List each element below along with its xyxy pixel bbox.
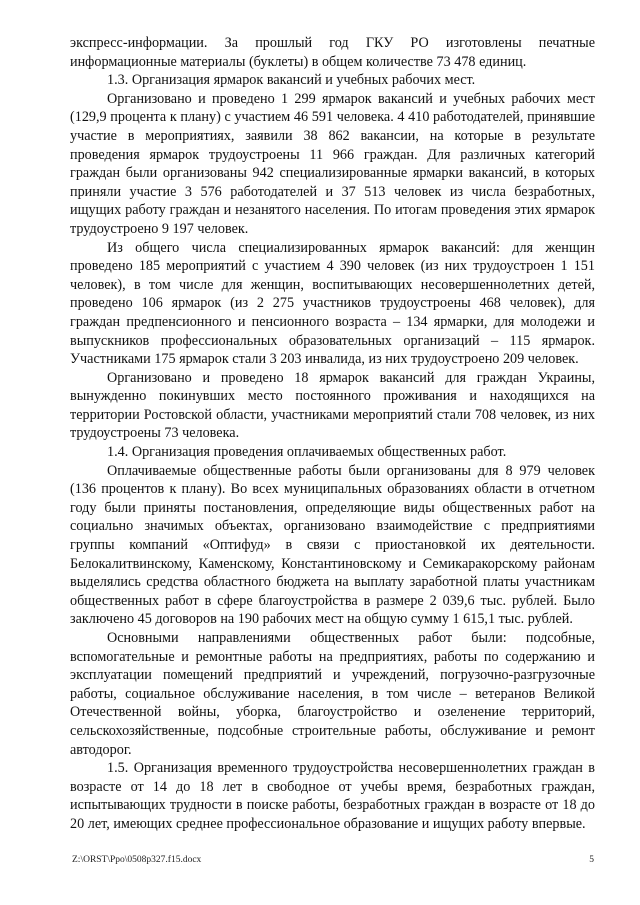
paragraph-specialized-fairs: Из общего числа специализированных ярмарок вакансий: для женщин проведено 185 мероприятий с участием 4 390 человек (из них трудоустроен 1 151 человек), в том числе для женщин, воспитывающих несовершеннолетних детей, проведено 106 ярмарок (из 2 275 участников трудоустроены 468 человек), для граждан предпенсионного и пенсионного возраста – 134 ярмарки, для молодежи и выпускников профессиональных образовательных организаций – 115 ярмарок. Участниками 175 ярмарок стали 3 203 инвалида, из них трудоустроено 209 человек.: [70, 239, 595, 368]
paragraph-public-works: Оплачиваемые общественные работы были организованы для 8 979 человек (136 процентов к плану). Во всех муниципальных образованиях области в отчетном году были приняты постановления, определяющие виды общественных работ на социально значимых объектах, организовано взаимодействие с предприятиями группы компаний «Оптифуд» в связи с приостановкой их деятельности. Белокалитвинскому, Каменскому, Константиновскому и Семикаракорскому районам выделялись средства областного бюджета на выплату заработной платы участникам общественных работ в сфере благоустройства в размере 2 039,6 тыс. рублей. Было заключено 45 договоров на 190 рабочих мест на общую сумму 1 615,1 тыс. рублей.: [70, 462, 595, 628]
paragraph-job-fairs-summary: Организовано и проведено 1 299 ярмарок вакансий и учебных рабочих мест (129,9 процента к плану) с участием 46 591 человека. 4 410 работодателей, принявшие участие в мероприятиях, заявили 38 862 вакансии, на которые в результате проведения ярмарок трудоустроены 11 966 граждан. Для различных категорий граждан были организованы 942 специализированные ярмарки вакансий, в которых приняли участие 3 576 работодателей и 37 513 человек из числа безработных, ищущих работу граждан и незанятого населения. По итогам проведения этих ярмарок трудоустроено 9 197 человек.: [70, 90, 595, 237]
section-heading-1-4: 1.4. Организация проведения оплачиваемых общественных работ.: [107, 444, 507, 461]
footer-file-path: Z:\ORST\Ppo\0508p327.f15.docx: [72, 855, 202, 865]
paragraph-continuation: экспресс-информации. За прошлый год ГКУ РО изготовлены печатные информационные материалы (буклеты) в общем количестве 73 478 единиц.: [70, 35, 595, 70]
paragraph-public-works-directions: Основными направлениями общественных работ были: подсобные, вспомогательные и ремонтные работы на предприятиях, работы по содержанию и эксплуатации помещений предприятий и учреждений, погрузочно-разгрузочные работы, социальное обслуживание населения, в том числе – ветеранов Великой Отечественной войны, уборка, благоустройство и озеленение территорий, сельскохозяйственные, подсобные строительные работы, обслуживание и ремонт автодорог.: [70, 630, 595, 758]
section-heading-1-3: 1.3. Организация ярмарок вакансий и учебных рабочих мест.: [107, 72, 476, 89]
paragraph-ukraine-citizens: Организовано и проведено 18 ярмарок вакансий для граждан Украины, вынужденно покинувших место постоянного проживания и находящихся на территории Ростовской области, участниками мероприятий стали 708 человек, из них трудоустроены 73 человека.: [70, 369, 595, 442]
page-number: 5: [589, 855, 594, 865]
document-body: [70, 34, 595, 834]
section-heading-1-5: 1.5. Организация временного трудоустройства несовершеннолетних граждан в возрасте от 14 до 18 лет в свободное от учебы время, безработных граждан, испытывающих трудности в поиске работы, безработных граждан в возрасте от 18 до 20 лет, имеющих среднее профессиональное образование и ищущих работу впервые.: [70, 760, 595, 832]
